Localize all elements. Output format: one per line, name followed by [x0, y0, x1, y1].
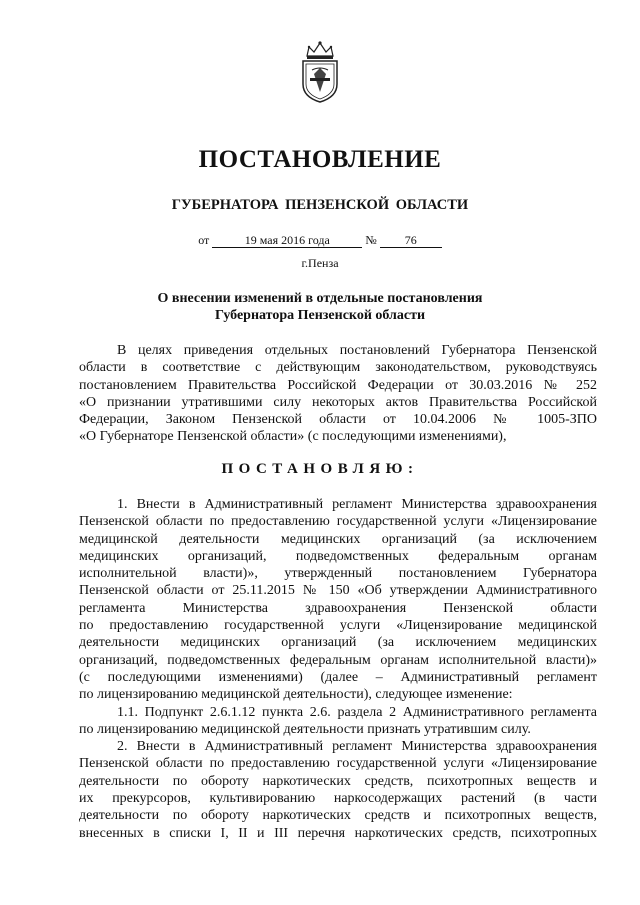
- text-line: по предоставлению государственной услуги «Лицензирование медицинской: [79, 618, 597, 634]
- text-line: деятельности медицинских организаций (за исключением медицинских: [79, 635, 597, 651]
- text-line: медицинских организаций, подведомственных федеральным органам: [79, 548, 597, 564]
- document-date: 19 мая 2016 года: [212, 233, 362, 248]
- text-line: внесенных в списки I, II и III перечня наркотических средств, психотропных: [79, 825, 597, 841]
- document-body: [79, 496, 597, 842]
- document-heading: [0, 290, 640, 324]
- date-prefix: от: [198, 233, 210, 247]
- heading-line: Губернатора Пензенской области: [214, 308, 426, 323]
- text-line: их прекурсоров, культивированию наркосодержащих растений (в части: [79, 791, 597, 807]
- number-sign: №: [365, 233, 377, 247]
- text-line: (с последующими изменениями) (далее – Административный регламент: [79, 669, 597, 685]
- text-line: области в соответствие с действующим законодательством, руководствуясь: [79, 360, 597, 376]
- text-line: 1. Внести в Административный регламент Министерства здравоохранения: [117, 497, 597, 512]
- text-line: организаций, подведомственных федеральным органам исполнительной власти)»: [79, 652, 597, 668]
- text-line: медицинской деятельности медицинских организаций (за исключением: [79, 531, 597, 547]
- document-number: 76: [380, 233, 442, 248]
- text-line: «О Губернаторе Пензенской области» (с последующими изменениями),: [79, 429, 507, 445]
- text-line: деятельности по обороту наркотических средств, психотропных веществ и: [79, 773, 597, 789]
- text-line: «О признании утратившими силу некоторых актов Правительства Российской: [79, 394, 597, 410]
- text-line: по лицензированию медицинской деятельности признать утратившим силу.: [79, 721, 531, 737]
- text-line: исполнительной власти)», утвержденный постановлением Губернатора: [79, 566, 597, 582]
- document-subtitle: ГУБЕРНАТОРА ПЕНЗЕНСКОЙ ОБЛАСТИ: [171, 197, 469, 213]
- text-line: 2. Внести в Административный регламент Министерства здравоохранения: [117, 739, 597, 755]
- text-line: 1.1. Подпункт 2.6.1.12 пункта 2.6. раздела 2 Административного регламента: [117, 704, 597, 720]
- text-line: Федерации, Законом Пензенской области от 10.04.2006 № 1005-ЗПО: [79, 412, 597, 428]
- document-title: ПОСТАНОВЛЕНИЕ: [198, 146, 442, 173]
- resolve-heading: ПОСТАНОВЛЯЮ:: [221, 461, 419, 477]
- intro-paragraph: [79, 342, 597, 446]
- text-line: Пензенской области от 25.11.2015 № 150 «Об утверждении Административного: [79, 583, 597, 599]
- text-line: регламента Министерства здравоохранения Пензенской области: [79, 600, 597, 616]
- text-line: Пензенской области по предоставлению государственной услуги «Лицензирование: [79, 756, 597, 772]
- penza-coat-of-arms-icon: [295, 40, 345, 104]
- text-line: Пензенской области по предоставлению государственной услуги «Лицензирование: [79, 514, 597, 530]
- date-line: [0, 233, 640, 248]
- heading-line: О внесении изменений в отдельные постановления: [157, 291, 483, 306]
- text-line: постановлением Правительства Российской Федерации от 30.03.2016 № 252: [79, 377, 597, 393]
- text-line: по лицензированию медицинской деятельности), следующее изменение:: [79, 687, 513, 703]
- text-line: деятельности по обороту наркотических средств и психотропных веществ,: [79, 808, 597, 824]
- text-line: В целях приведения отдельных постановлений Губернатора Пензенской: [117, 343, 597, 358]
- document-city: г.Пенза: [301, 256, 339, 270]
